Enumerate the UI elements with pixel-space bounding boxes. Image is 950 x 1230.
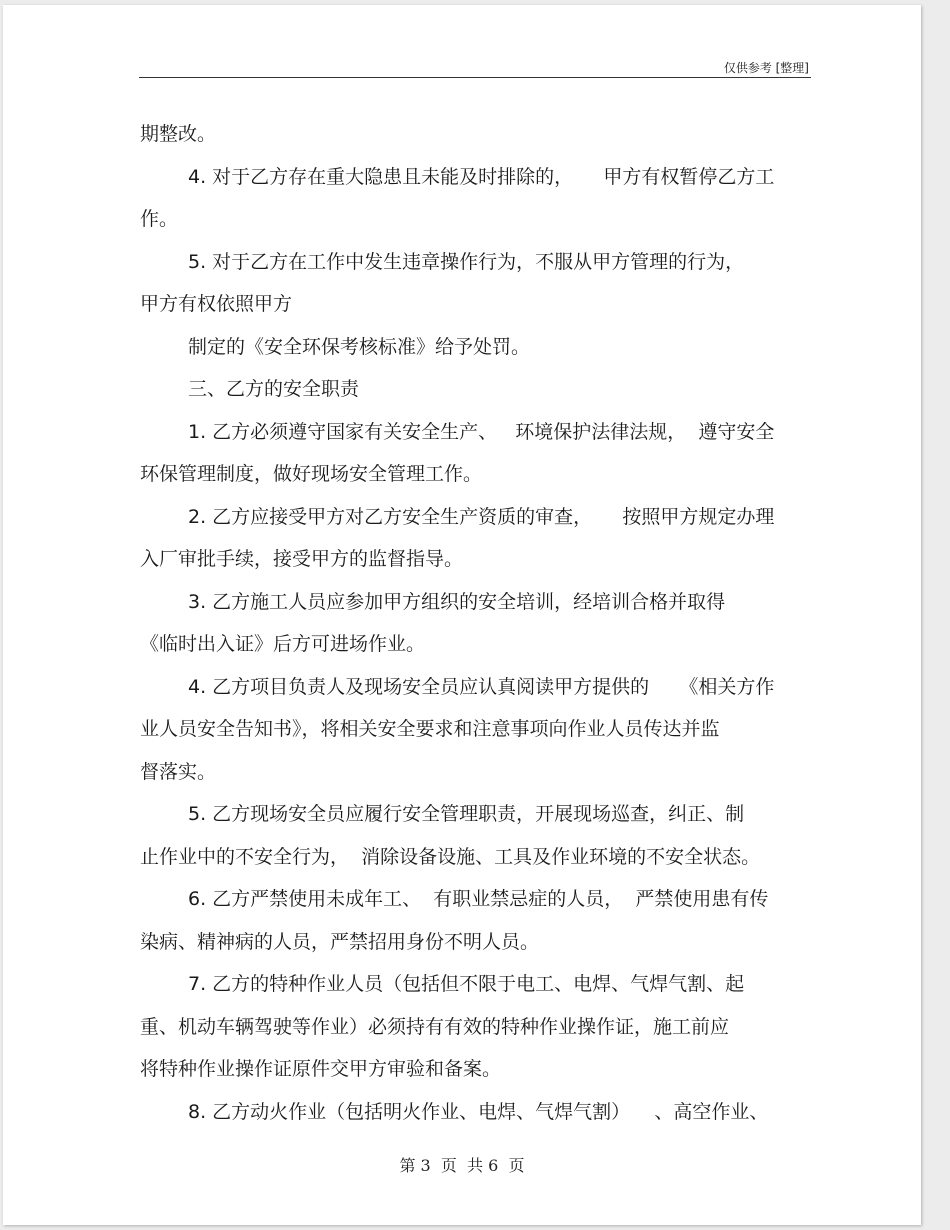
text-line: 4. 乙方项目负责人及现场安全员应认真阅读甲方提供的 《相关方作 [188,675,775,698]
text-line: 将特种作业操作证原件交甲方审验和备案。 [140,1058,502,1080]
page-header: 仅供参考 [整理] [723,61,809,75]
text-line: 1. 乙方必须遵守国家有关安全生产、 环境保护法律法规， 遵守安全 [188,420,775,443]
header-rule [139,77,811,78]
document-page [3,5,921,1225]
text-line: 5. 对于乙方在工作中发生违章操作行为，不服从甲方管理的行为， [188,250,745,273]
text-line: 业人员安全告知书》，将相关安全要求和注意事项向作业人员传达并监 [140,718,720,740]
text-line: 环保管理制度，做好现场安全管理工作。 [140,463,483,485]
section-heading: 三、乙方的安全职责 [188,378,360,400]
text-line: 制定的《安全环保考核标准》给予处罚。 [188,335,531,358]
page-footer: 第 3 页 共 6 页 [399,1156,525,1175]
text-line: 染病、精神病的人员，严禁招用身份不明人员。 [140,930,540,953]
text-line: 作。 [140,208,179,230]
text-line: 2. 乙方应接受甲方对乙方安全生产资质的审查， 按照甲方规定办理 [188,505,775,528]
text-line: 重、机动车辆驾驶等作业）必须持有有效的特种作业操作证，施工前应 [140,1015,730,1038]
text-line: 期整改。 [140,123,217,145]
text-line: 甲方有权依照甲方 [140,293,293,315]
text-line: 《临时出入证》后方可进场作业。 [140,633,426,655]
text-line: 止作业中的不安全行为， 消除设备设施、工具及作业环境的不安全状态。 [140,845,761,868]
text-line: 4. 对于乙方存在重大隐患且未能及时排除的， 甲方有权暂停乙方工 [188,165,775,188]
text-line: 督落实。 [140,760,217,783]
text-line: 3. 乙方施工人员应参加甲方组织的安全培训，经培训合格并取得 [188,590,726,613]
text-line: 5. 乙方现场安全员应履行安全管理职责，开展现场巡查，纠正、制 [188,803,745,825]
text-line: 6. 乙方严禁使用未成年工、 有职业禁忌症的人员， 严禁使用患有传 [188,888,769,910]
text-line: 8. 乙方动火作业（包括明火作业、电焊、气焊气割） 、高空作业、 [188,1100,769,1123]
text-line: 入厂审批手续，接受甲方的监督指导。 [140,548,464,570]
body-text [140,113,820,1133]
text-line: 7. 乙方的特种作业人员（包括但不限于电工、电焊、气焊气割、起 [188,973,745,995]
